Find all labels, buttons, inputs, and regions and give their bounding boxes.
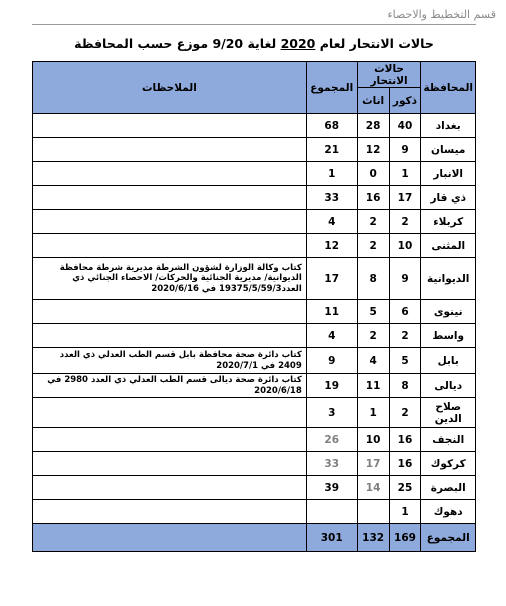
header-female: اناث <box>357 88 389 114</box>
cell-female: 17 <box>357 452 389 476</box>
cell-male: 17 <box>389 186 421 210</box>
cell-female: 2 <box>357 234 389 258</box>
cell-female: 28 <box>357 114 389 138</box>
cell-male: 16 <box>389 452 421 476</box>
totals-female: 132 <box>357 524 389 552</box>
department-header: قسم التخطيط والاحصاء <box>387 8 496 21</box>
cell-total: 21 <box>306 138 357 162</box>
cell-total <box>306 500 357 524</box>
table-row <box>33 114 476 138</box>
cell-total: 4 <box>306 210 357 234</box>
cell-female: 2 <box>357 210 389 234</box>
table-row <box>33 258 476 300</box>
page-title <box>32 36 476 51</box>
totals-label: المجموع <box>421 524 476 552</box>
cell-female: 1 <box>357 398 389 428</box>
cell-governorate: ميسان <box>421 138 476 162</box>
cell-notes <box>33 162 307 186</box>
cell-total: 11 <box>306 300 357 324</box>
table-row <box>33 476 476 500</box>
cell-notes <box>33 114 307 138</box>
cell-male: 5 <box>389 348 421 374</box>
cell-total: 39 <box>306 476 357 500</box>
cell-notes <box>33 234 307 258</box>
cell-notes: كتاب دائرة صحة ديالى قسم الطب العدلي ذي العدد 2980 في 2020/6/18 <box>33 374 307 398</box>
table-row <box>33 500 476 524</box>
cell-governorate: دهوك <box>421 500 476 524</box>
table-row <box>33 324 476 348</box>
cell-total: 4 <box>306 324 357 348</box>
cell-male: 40 <box>389 114 421 138</box>
cell-governorate: بغداد <box>421 114 476 138</box>
cell-male: 6 <box>389 300 421 324</box>
cell-total: 12 <box>306 234 357 258</box>
cell-governorate: كربلاء <box>421 210 476 234</box>
header-notes: الملاحظات <box>33 62 307 114</box>
table-row <box>33 348 476 374</box>
cell-notes <box>33 186 307 210</box>
cell-male: 2 <box>389 210 421 234</box>
totals-notes <box>33 524 307 552</box>
cell-notes <box>33 300 307 324</box>
cell-total: 68 <box>306 114 357 138</box>
cell-notes <box>33 210 307 234</box>
cell-notes <box>33 324 307 348</box>
cell-governorate: واسط <box>421 324 476 348</box>
table-body <box>33 114 476 524</box>
cell-male: 2 <box>389 324 421 348</box>
cell-total: 33 <box>306 186 357 210</box>
cell-governorate: ذي قار <box>421 186 476 210</box>
table-row <box>33 138 476 162</box>
cell-female: 14 <box>357 476 389 500</box>
header-male: ذكور <box>389 88 421 114</box>
cell-female: 2 <box>357 324 389 348</box>
header-governorate: المحافظة <box>421 62 476 114</box>
cell-male: 16 <box>389 428 421 452</box>
table-row <box>33 300 476 324</box>
table-row <box>33 398 476 428</box>
cell-total: 17 <box>306 258 357 300</box>
table-row <box>33 374 476 398</box>
cell-notes <box>33 500 307 524</box>
table-row <box>33 234 476 258</box>
cell-female <box>357 500 389 524</box>
cell-governorate: صلاح الدين <box>421 398 476 428</box>
suicide-cases-table <box>32 61 476 552</box>
cell-notes <box>33 452 307 476</box>
cell-governorate: ديالى <box>421 374 476 398</box>
table-row <box>33 210 476 234</box>
cell-governorate: الديوانية <box>421 258 476 300</box>
cell-governorate: الانبار <box>421 162 476 186</box>
cell-male: 1 <box>389 500 421 524</box>
cell-male: 9 <box>389 138 421 162</box>
cell-total: 26 <box>306 428 357 452</box>
cell-notes: كتاب دائرة صحة محافظة بابل قسم الطب العدلي ذي العدد 2409 في 2020/7/1 <box>33 348 307 374</box>
cell-notes <box>33 138 307 162</box>
cell-governorate: بابل <box>421 348 476 374</box>
cell-total: 3 <box>306 398 357 428</box>
cell-governorate: النجف <box>421 428 476 452</box>
header-divider <box>32 24 476 25</box>
cell-female: 12 <box>357 138 389 162</box>
cell-notes: كتاب وكالة الوزارة لشؤون الشرطة مديرية شرطة محافظة الديوانية/ مديرية الجنائية والحركات/ الاحصاء الجنائي ذي العدد19375/5/59/3 في 2020/6/16 <box>33 258 307 300</box>
table-row <box>33 452 476 476</box>
cell-total: 19 <box>306 374 357 398</box>
cell-female: 4 <box>357 348 389 374</box>
cell-male: 8 <box>389 374 421 398</box>
header-suicides: حالات الانتحار <box>357 62 421 88</box>
cell-female: 16 <box>357 186 389 210</box>
cell-total: 1 <box>306 162 357 186</box>
cell-governorate: البصرة <box>421 476 476 500</box>
totals-total: 301 <box>306 524 357 552</box>
title-text: حالات الانتحار لعام <box>319 36 434 51</box>
cell-male: 10 <box>389 234 421 258</box>
totals-male: 169 <box>389 524 421 552</box>
totals-row <box>33 524 476 552</box>
cell-total: 33 <box>306 452 357 476</box>
cell-male: 2 <box>389 398 421 428</box>
cell-governorate: المثنى <box>421 234 476 258</box>
table-row <box>33 162 476 186</box>
table-row <box>33 186 476 210</box>
cell-governorate: نينوى <box>421 300 476 324</box>
title-suffix: لغاية 9/20 موزع حسب المحافظة <box>74 36 277 51</box>
table-row <box>33 428 476 452</box>
cell-female: 0 <box>357 162 389 186</box>
cell-male: 1 <box>389 162 421 186</box>
cell-male: 25 <box>389 476 421 500</box>
title-year: 2020 <box>280 36 316 51</box>
cell-male: 9 <box>389 258 421 300</box>
cell-notes <box>33 428 307 452</box>
cell-governorate: كركوك <box>421 452 476 476</box>
cell-female: 8 <box>357 258 389 300</box>
header-total: المجموع <box>306 62 357 114</box>
cell-total: 9 <box>306 348 357 374</box>
cell-notes <box>33 398 307 428</box>
cell-female: 10 <box>357 428 389 452</box>
cell-female: 11 <box>357 374 389 398</box>
cell-notes <box>33 476 307 500</box>
cell-female: 5 <box>357 300 389 324</box>
